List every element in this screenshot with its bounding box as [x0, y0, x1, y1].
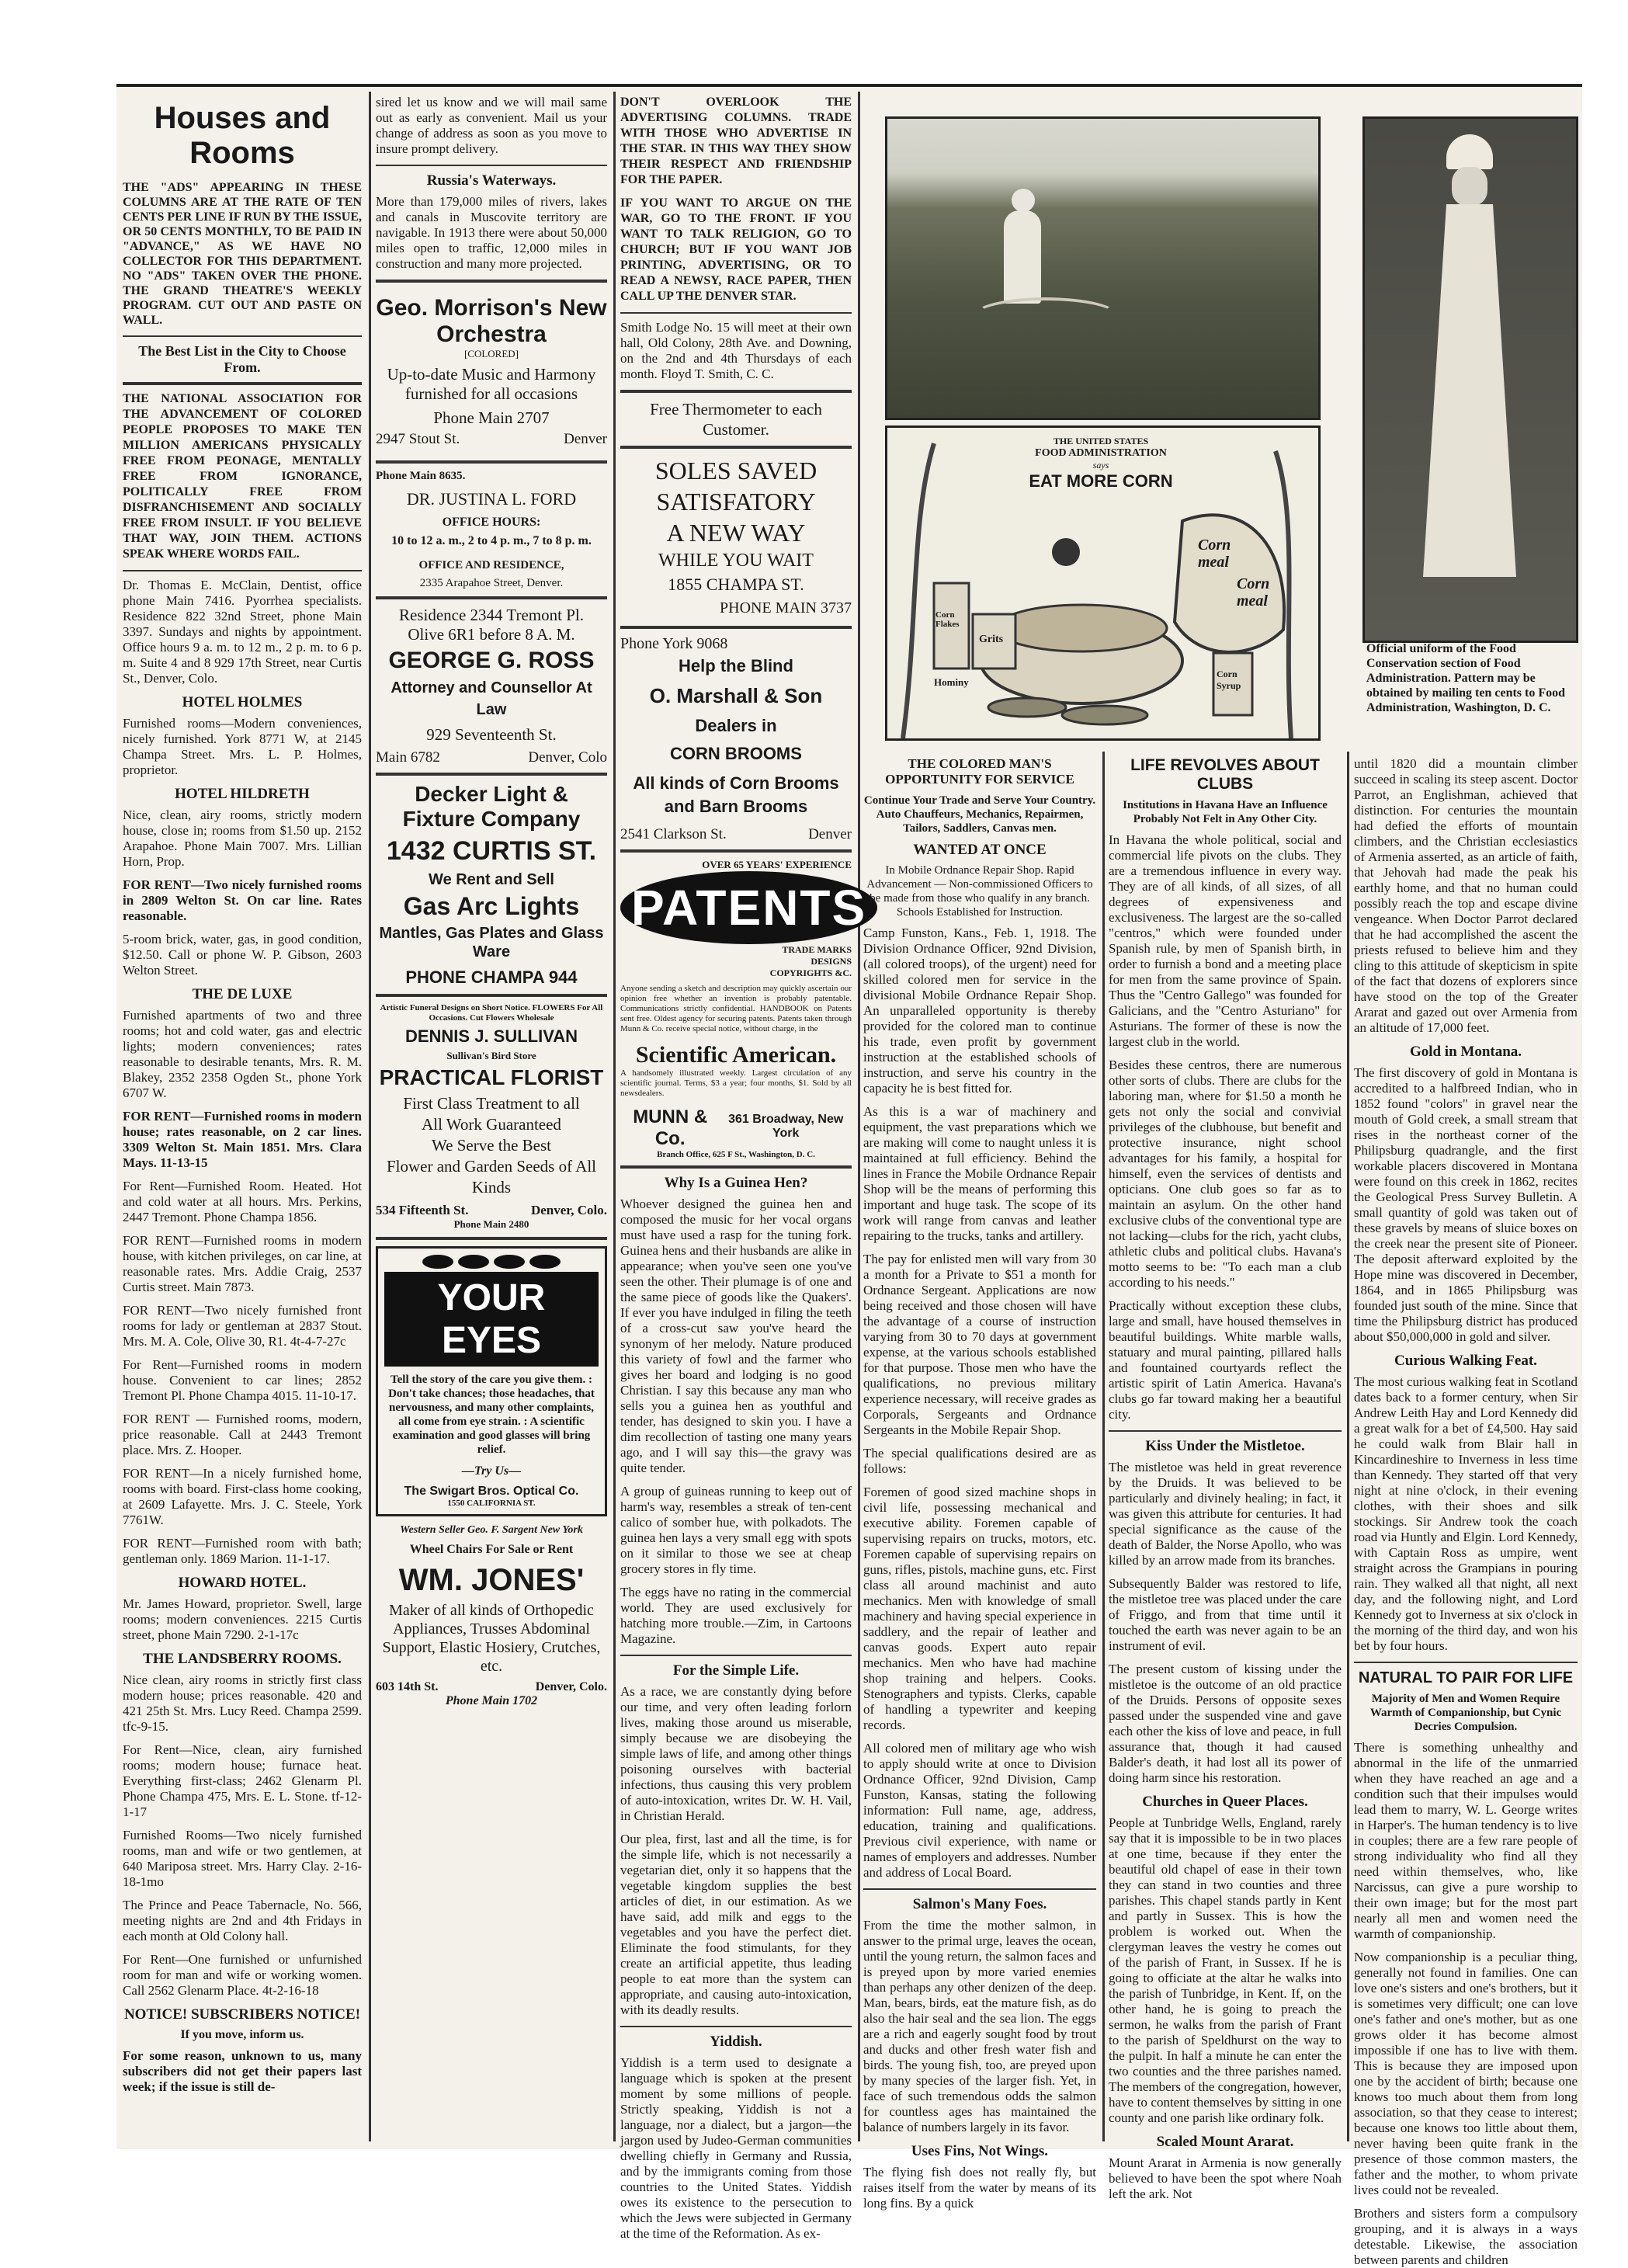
ad-residence-heading: OFFICE AND RESIDENCE, [418, 559, 564, 571]
column-5 [1109, 756, 1342, 2201]
ad-tremont: For Rent—Furnished rooms in modern house. Convenient to car lines; 2852 Tremont Pl. Phone Champa 4015. 11-10-17. [123, 1357, 362, 1403]
ad-george-ross [376, 606, 607, 766]
column-rule [369, 92, 371, 2141]
ad-phone: PHONE CHAMPA 944 [405, 967, 578, 987]
ad-phone-row [620, 596, 852, 620]
article-heading: Salmon's Many Foes. [912, 1896, 1047, 1912]
subscribers-continued: sired let us know and we will mail same out as early as convenient. Mail us your change of address as soon as you move to insure prompt delivery. [376, 95, 607, 156]
article-paragraph: Besides these centros, there are numerous other sorts of clubs. There are clubs for the laboring man, where for $1.50 a month he gets not only the social and convivial privileges of the clubhouse, but benefit and protective insurance, night school advantages for his family, a hospital for himself, even the services of dentists and opticians. One club goes so far as to maintain an asylum. On the other hand exclusive clubs of the conventional type are not lacking—clubs for the rich, yacht clubs, athletic clubs and political clubs. Havana's motto seems to be: "To each man a club according to his needs." [1109, 1058, 1342, 1290]
subscribers-subheading: If you move, inform us. [180, 2028, 304, 2041]
ad-line: First Class Treatment to all [403, 1094, 580, 1113]
article-paragraph: The special qualifications desired are as follows: [863, 1446, 1096, 1476]
divider [620, 2026, 852, 2027]
divider [123, 335, 362, 337]
ad-note: [COLORED] [463, 348, 519, 359]
ad-phone: Phone York 9068 [620, 635, 728, 652]
ad-welton: FOR RENT—Two nicely furnished rooms in 2809 Welton St. On car line. Rates reasonable. [123, 877, 362, 923]
ad-soles-saved [620, 455, 852, 620]
ad-body: Maker of all kinds of Orthopedic Appliances, Trusses Abdominal Support, Elastic Hosiery, Crutches, etc. [382, 1602, 601, 1675]
ad-line: WHILE YOU WAIT [658, 551, 814, 571]
ad-city: Denver [808, 826, 852, 842]
ad-olive: Olive 6R1 before 8 A. M. [408, 625, 575, 644]
ad-deluxe: Furnished apartments of two and three rooms; hot and cold water, gas and electric lights; modern conveniences; rates reasonable to desirable tenants, Mrs. R. M. Blakey, 2352 2358 Ogden St., phone York 6707 W. [123, 1008, 362, 1100]
overlook-notice: DON'T OVERLOOK THE ADVERTISING COLUMNS. TRADE WITH THOSE WHO ADVERTISE IN THE STAR. IN THIS WAY THEY SHOW THEIR RESPECT AND FRIENDSHIP FOR THE PAPER. [620, 96, 852, 186]
poster-slogan: EAT MORE CORN [1029, 471, 1173, 491]
column-ads-2 [376, 95, 607, 2145]
article-heading: Scaled Mount Ararat. [1156, 2134, 1294, 2150]
russia-article: More than 179,000 miles of rivers, lakes and canals in Muscovite territory are navigable. In 1913 there were about 50,000 miles open to traffic, 12,000 miles in construction and many more projected. [376, 194, 607, 271]
divider [123, 382, 362, 385]
ad-address: 2541 Clarkson St. [620, 826, 727, 842]
ad-city: Denver, Colo. [530, 1203, 607, 1217]
argue-notice: IF YOU WANT TO ARGUE ON THE WAR, GO TO THE FRONT. IF YOU WANT TO TALK RELIGION, GO TO CHURCH; BUT IF YOU WANT JOB PRINTING, ADVERTISING, OR TO READ A NEWSY, RACE PAPER, THEN CALL UP THE DENVER STAR. [620, 196, 852, 303]
ad-holmes: Furnished rooms—Modern conveniences, nicely furnished. York 8771 W, at 2145 Champa Street. Mrs. L. P. Holmes, proprietor. [123, 716, 362, 777]
column-4 [863, 756, 1096, 2211]
ad-name: DR. JUSTINA L. FORD [406, 489, 577, 509]
ad-sullivan-florist [376, 1003, 607, 1231]
article-subheading: Continue Your Trade and Serve Your Country. Auto Chauffeurs, Mechanics, Repairmen, Tailors, Saddlers, Canvas men. [863, 794, 1096, 835]
article-paragraph: All colored men of military age who wish to apply should write at once to Division Ordnance Officer, 92nd Division, Camp Funston, Kansas, stating the following information: Full name, age, address, education, training and qualifications. Previous civil experience, with name or names of employers and addresses. Number and address of Local Board. [863, 1741, 1096, 1880]
article-paragraph: Whoever designed the guinea hen and composed the music for her vocal organs must have used a rasp for the tuning fork. Guinea hens and their husbands are alike in appearance; when you've seen one you've seen the other. Their plumage is of one and the same piece of goods like the Quakers'. If ever you have indulged in filing the teeth of a cross-cut saw you've heard the synonym of her melody. Nature produced this variety of fowl and the farmer who gives her board and lodging is no good Christian. I say this because any man who sells you a guinea hen as youthful and tender, has designed to skin you. I have a dim recollection of tasting one many years ago, and I will say this—the gravy was quite tender. [620, 1197, 852, 1475]
ad-note: Western Seller Geo. F. Sargent New York [400, 1524, 583, 1536]
naacp-notice: THE NATIONAL ASSOCIATION FOR THE ADVANCEMENT OF COLORED PEOPLE PROPOSES TO MAKE TEN MILLION AMERICANS PHYSICALLY FREE FROM PEONAGE, MENTALLY FREE FROM IGNORANCE, POLITICALLY FREE FROM DISFRANCHISEMENT AND SOCIALLY FREE FROM INSULT. IF YOU BELIEVE THAT WAY, JOIN THEM. ACTIONS SPEAK WHERE WORDS FAIL. [123, 392, 362, 561]
food-conservation-uniform-photo [1362, 116, 1578, 643]
divider [620, 446, 852, 449]
article-heading: For the Simple Life. [672, 1662, 800, 1679]
ad-craig: FOR RENT—Furnished rooms in modern house, with kitchen privileges, on car line, at reasonable rates. Mrs. Addie Craig, 2537 Curtis street. Main 7873. [123, 1233, 362, 1294]
ad-body: Tell the story of the care you give them. : Don't take chances; those headaches, that nervousness, and many other complaints, all come from eye strain. : A scientific examination and good glasses will bring relief. [388, 1374, 595, 1456]
ad-title: YOUR EYES [384, 1272, 599, 1367]
article-heading: Yiddish. [710, 2034, 762, 2050]
newspaper-page [116, 84, 1582, 2267]
ad-city: Denver [564, 431, 607, 447]
column-6 [1354, 756, 1578, 2267]
ad-phone: Phone Main 2480 [453, 1218, 529, 1230]
article-paragraph: The present custom of kissing under the mistletoe is the outcome of an old practice of the Druids. Persons of opposite sexes passed under the suspended vine and gave each other the kiss of love and peace, in full assurance that, though it had caused Balder's death, it had lost all its power of doing harm since his restoration. [1109, 1662, 1342, 1785]
eat-more-corn-poster [885, 425, 1321, 741]
ad-title: Attorney and Counsellor At Law [391, 679, 592, 718]
ad-phone: Main 6782 [376, 749, 440, 766]
ad-cole: FOR RENT—Two nicely furnished front rooms for lady or gentleman at 2837 Stout. Mrs. M. A. Cole, Olive 30, R1. 4t-4-7-27c [123, 1303, 362, 1349]
ad-address: 1855 CHAMPA ST. [668, 575, 804, 594]
ad-line: All kinds of Corn Brooms and Barn Brooms [633, 773, 839, 816]
ad-marshall [620, 635, 852, 843]
ad-howard: Mr. James Howard, proprietor. Swell, large rooms; modern conveniences. 2215 Curtis street, phone Main 7290. 2-1-17c [123, 1596, 362, 1642]
ad-firm: The Swigart Bros. Optical Co. [404, 1485, 579, 1498]
divider [1109, 1430, 1342, 1432]
ad-address-row [376, 1203, 607, 1218]
article-paragraph: Camp Funston, Kans., Feb. 1, 1918. The Division Ordnance Officer, 92nd Division, (all colored troops), of the urgent) need for skilled colored men for service in the divisional Mobile Ordnance Repair Shop. An unparalleled opportunity is thereby provided for the colored man to continue his trade, even profit by government instruction at the established schools of instruction, and serve his country in the capacity he is best fitted for. [863, 926, 1096, 1096]
ad-address: 2947 Stout St. [376, 431, 460, 447]
thermometer-ad: Free Thermometer to each Customer. [650, 400, 822, 439]
poster-banner [1004, 436, 1198, 491]
ad-address: 361 Broadway, New York [728, 1113, 844, 1140]
best-list-heading: The Best List in the City to Choose From. [138, 343, 346, 375]
article-paragraph: The most curious walking feat in Scotland dates back to a former century, when Sir Andrew Leith Hay and Lord Kennedy did a great walk for a bet of £4,500. Hay said he could walk from Blair hall in Kincardineshire to Inverness in less time than Kennedy. They started off that very night at nine o'clock, in their evening clothes, with their shoes and silk stockings. Sir Andrew took the coach road via Huntly and Elgin. Lord Kennedy, with Captain Ross as umpire, went straight across the Grampians in pouring rain. They walked all that night, all next day, and the following night, and Lord Kennedy got to Inverness at six o'clock in the morning of the third day, and won his bet by four hours. [1354, 1374, 1578, 1653]
poster-line: says [1092, 460, 1109, 471]
article-paragraph: Practically without exception these clubs, large and small, have housed themselves in beautiful buildings. White marble walls, statuary and mural painting, pillared halls and fountained courtyards reflect the artistic spirit of Latin America. Havana's clubs go far toward making her a beautiful city. [1109, 1298, 1342, 1422]
column-rule [1347, 752, 1349, 2141]
ad-phone: Phone Main 2707 [433, 408, 550, 427]
ad-address-row [376, 1680, 607, 1694]
poster-line: THE UNITED STATES [1053, 436, 1149, 446]
article-paragraph: From the time the mother salmon, in answer to the primal urge, leaves the ocean, until the young return, the salmon faces and is preyed upon by more varied enemies than perhaps any other denizen of the deep. Man, bears, birds, eat the mature fish, as do also the hair seal and the sea lion. The eggs are a rich and eagerly sought food by trout and ducks and other fresh water fish and birds. The young fish, too, are preyed upon by many species of the larger fish. Yet, in face of such tremendous odds the salmon for countless ages has maintained the balance of numbers largely in its favor. [863, 1918, 1096, 2134]
ad-address-row [376, 431, 607, 448]
ad-body: A handsomely illustrated weekly. Largest circulation of any scientific journal. Terms, $3 a year; four months, $1. Sold by all newsdealers. [620, 1068, 852, 1098]
ad-line: Flower and Garden Seeds of All Kinds [386, 1157, 597, 1197]
column-rule [1102, 752, 1105, 2141]
ad-city: Denver, Colo [528, 749, 607, 766]
woman-in-garden-photo [885, 116, 1321, 420]
ad-hildreth: Nice, clean, airy rooms, strictly modern house, close in; rooms from $1.50 up. 2152 Arapahoe. Phone Main 7007. Mrs. Lillian Horn, Prop. [123, 808, 362, 869]
article-paragraph: Mount Ararat in Armenia is now generally believed to have been the spot where Noah left the ark. Not [1109, 2155, 1342, 2201]
ad-line: Wheel Chairs For Sale or Rent [409, 1543, 574, 1556]
ad-firm: MUNN & Co. [633, 1106, 708, 1149]
divider [620, 1165, 852, 1169]
ad-name: DENNIS J. SULLIVAN [404, 1026, 578, 1046]
ad-try: —Try Us— [461, 1464, 522, 1478]
divider [376, 994, 607, 997]
article-paragraph: Our plea, first, last and all the time, is for the simple life, which is not necessarily a vegetarian diet, only it so happens that the vegetable kingdom supplies the best articles of diet, in our estimation. As we have said, add milk and eggs to the vegetables and you have the perfect diet. Eliminate the food stimulants, for they create an artificial appetite, thus leading people to eat more than the system can appropriate, and causing auto-intoxication, with its deadly results. [620, 1832, 852, 2017]
article-paragraph: The first discovery of gold in Montana is accredited to a halfbreed Indian, who in 1852 found "colors" in gravel near the mouth of Gold creek, a small stream that rises in the northeast corner of the Philipsburg quadrangle, and the first workable placers discovered in Montana were found on this creek in 1862, recites the Geological Press Survey Bulletin. A small quantity of gold was taken out of these gravels by means of sluice boxes on the creek near the present site of Pioneer. The deposit afterward exploited by the Hope mine was discovered in December, 1864, and in 1865 Philipsburg was founded just south of the mine. Since that time the Philipsburg district has produced about $50,000,000 in gold and silver. [1354, 1065, 1578, 1344]
ad-note: OVER 65 YEARS' EXPERIENCE [702, 859, 852, 870]
ad-name: Scientific American. [635, 1042, 837, 1068]
ad-body: Anyone sending a sketch and description may quickly ascertain our opinion free whether an invention is probably patentable. Communications strictly confidential. HANDBOOK on Patents sent free. Oldest agency for securing patents. Patents taken through Munn & Co. receive special notice, without charge, in the [620, 984, 852, 1033]
divider [376, 596, 607, 599]
ad-hours: 10 to 12 a. m., 2 to 4 p. m., 7 to 8 p. m. [391, 534, 592, 547]
subscribers-notice: For some reason, unknown to us, many subscribers did not get their papers last week; if the issue is still de- [123, 2048, 362, 2094]
article-paragraph: In Havana the whole political, social and commercial life pivots on the clubs. They are a tremendous influence in every way. They are of all kinds, of all sizes, of all degrees of expensiveness and exclusiveness. The largest are the so-called "centros," which were founded under Spanish rule, by men of Spanish birth, in order to furnish a bond and a meeting place for men from the same province of Spain. Thus the "Centro Gallego" was founded for Galicians, and the "Centro Asturiano" for Asturians. The former of these is now the largest club in the world. [1109, 832, 1342, 1049]
eye-icon [384, 1255, 599, 1269]
ad-heading: THE LANDSBERRY ROOMS. [143, 1651, 342, 1667]
ad-munn-row [620, 1106, 852, 1150]
ad-line: Gas Arc Lights [403, 892, 580, 920]
divider [620, 849, 852, 853]
ad-mays: FOR RENT—Furnished rooms in modern house; rates reasonable, on 2 car lines. 3309 Welton St. Main 1851. Mrs. Clara Mays. 11-13-15 [123, 1109, 362, 1170]
article-heading: LIFE REVOLVES ABOUT CLUBS [1130, 756, 1320, 793]
article-paragraph: Brothers and sisters form a compulsory grouping, and it is always in a ways detestable. Likewise, the association between parents and children [1354, 2206, 1578, 2267]
ad-address: 1432 CURTIS ST. [386, 836, 597, 866]
divider [123, 570, 362, 571]
article-paragraph: Subsequently Balder was restored to life, the mistletoe tree was placed under the care of Friggo, and from that time until it touched the earth was never again to be an instrument of evil. [1109, 1576, 1342, 1653]
article-heading: Kiss Under the Mistletoe. [1145, 1438, 1305, 1454]
ad-hooper: FOR RENT — Furnished rooms, modern, price reasonable. Call at 2443 Tremont place. Mrs. Z. Hooper. [123, 1412, 362, 1457]
jar-label: Corn Flakes [935, 610, 960, 629]
divider [620, 1655, 852, 1656]
ad-address: 534 Fifteenth St. [376, 1203, 469, 1217]
ad-line: All Work Guaranteed [422, 1115, 561, 1134]
column-houses-and-rooms [123, 95, 362, 2145]
russia-heading: Russia's Waterways. [426, 172, 557, 189]
ad-note: Artistic Funeral Designs on Short Notice. FLOWERS For All Occasions. Cut Flowers Wholesale [380, 1003, 603, 1023]
ad-landsberry: Nice clean, airy rooms in strictly first class modern house; prices reasonable. 420 and 421 25th St. Mrs. Lucy Reed. Champa 2599. tfc-9-15. [123, 1672, 362, 1734]
ad-address: Branch Office, 625 F St., Washington, D. C. [657, 1150, 815, 1159]
article-heading: Uses Fins, Not Wings. [911, 2143, 1049, 2159]
divider [376, 460, 607, 464]
ad-line: Help the Blind [679, 656, 793, 676]
divider [376, 280, 607, 283]
article-heading: WANTED AT ONCE [913, 842, 1047, 858]
article-heading: Why Is a Guinea Hen? [664, 1175, 808, 1191]
ad-line: We Rent and Sell [429, 871, 554, 888]
article-heading: Gold in Montana. [1409, 1044, 1522, 1060]
ad-note: TRADE MARKS DESIGNS COPYRIGHTS &C. [769, 944, 852, 978]
ad-wm-jones [376, 1524, 607, 1708]
ad-address: 929 Seventeenth St. [426, 725, 557, 744]
divider [1354, 1662, 1578, 1663]
ad-name: Geo. Morrison's New Orchestra [376, 295, 607, 347]
ad-address-row [620, 826, 852, 843]
bag-label: Corn meal [1237, 575, 1270, 610]
ad-residence: Residence 2344 Tremont Pl. [398, 606, 584, 624]
ad-city: Denver, Colo. [535, 1680, 607, 1693]
ad-stone: For Rent—Nice, clean, airy furnished rooms; modern house; furnace heat. Everything first-class; 2462 Glenarm Pl. Phone Champa 475, Mrs. E. L. Stone. tf-12-1-17 [123, 1742, 362, 1819]
article-paragraph: The mistletoe was held in great reverence by the Druids. It was believed to be particularly and divinely healing; in fact, it was given this attribute for centuries. It had special significance as the cause of the death of Balder, the Norse Apollo, who was killed by an arrow made from its branches. [1109, 1460, 1342, 1568]
ad-line: A NEW WAY [666, 519, 806, 547]
article-heading: Curious Walking Feat. [1394, 1353, 1537, 1369]
ad-mcclain: Dr. Thomas E. McClain, Dentist, office phone Main 7416. Pyorrhea specialists. Residence 822 32nd Street, phone Main 3397. Sundays and nights by appointment. Office hours 9 a. m. to 12 m., 2 p. m. to 6 p. m. Suite 4 and 8 929 17th Street, near Curtis St., Denver, Colo. [123, 578, 362, 686]
column-3 [620, 95, 867, 2241]
article-paragraph: Now companionship is a peculiar thing, generally not found in families. One can love one's sisters and one's brothers, but it is sometimes very difficult; one can love one's father and one's mother, but as one grows older it has become almost impossible if one has to live with them. This is because they are imposed upon one by the accident of birth; because one knows too much about them from long association, so that they cease to interest; because one knows too little about them, never having been quite frank in the presence of those common masters, the father and the mother, to whom private lives could not be revealed. [1354, 1950, 1578, 2197]
column-rule [858, 92, 860, 2141]
ad-bath: FOR RENT—Furnished room with bath; gentleman only. 1869 Marion. 11-1-17. [123, 1536, 362, 1566]
bag-label: Corn meal [1198, 537, 1231, 571]
ads-notice: THE "ADS" APPEARING IN THESE COLUMNS ARE AT THE RATE OF TEN CENTS PER LINE IF RUN BY THE ISSUE, OR 50 CENTS MONTHLY, TO BE PAID IN "ADVANCE," AS WE HAVE NO COLLECTOR FOR THIS DEPARTMENT. NO "ADS" TAKEN OVER THE PHONE. THE GRAND THEATRE'S WEEKLY PROGRAM. CUT OUT AND PASTE ON WALL. [123, 181, 362, 327]
ad-heading: THE DE LUXE [192, 986, 293, 1002]
ad-line: We Serve the Best [431, 1136, 551, 1155]
article-paragraph: There is something unhealthy and abnormal in the life of the unmarried when they have reached an age and a condition such that their impulses would lead them to marry, W. L. George writes in Harper's. The human tendency is to live in couples; there are a few rare people of strong individuality who find all they need within themselves, who, like Narcissus, can give a pure worship to their own image; but for the most part nearly all men and women need the warmth of companionship. [1354, 1740, 1578, 1941]
ad-phone: Phone Main 1702 [445, 1694, 538, 1707]
article-paragraph: Foremen of good sized machine shops in civil life, possessing mechanical and executive ability. Foremen capable of supervising repairs on trucks, motors, etc. Foremen capable of supervising repairs on guns, rifles, pistols, machine guns, etc. First class all around machinist and auto mechanics. Men with knowledge of small machinery and having special experience in saddlery, and the repair of leather and canvas goods. Expert auto repair mechanics. Men who have had machine shop training and helpers. Cooks. Stenographers and typists. Clerks, capable of handling a typewriter and keeping records. [863, 1485, 1096, 1732]
article-paragraph: The flying fish does not really fly, but raises itself from the water by means of its long fins. By a quick [863, 2165, 1096, 2211]
divider [863, 1888, 1096, 1890]
ad-name: WM. JONES' [398, 1563, 585, 1597]
article-paragraph: Yiddish is a term used to designate a language which is spoken at the present moment by some millions of people. Strictly speaking, Yiddish is not a language, nor a dialect, but a jargon—the jargon used by Judeo-German communities dwelling chiefly in Germany and Russia, and by the immigrants coming from those countries to the United States. Yiddish owes its existence to the persecution to which the Jews were subjected in Germany at the time of the Reformation. As ex- [620, 2055, 852, 2241]
uniform-caption: Official uniform of the Food Conservation section of Food Administration. Pattern may be obtained by mailing ten cents to Food Administration, Washington, D. C. [1366, 642, 1566, 714]
jar-label: Grits [979, 634, 1004, 645]
ad-steele: FOR RENT—In a nicely furnished home, rooms with board. First-class home cooking, at 2609 Lafayette. Mrs. J. C. Steele, York 7761W. [123, 1466, 362, 1527]
ad-perkins: For Rent—Furnished Room. Heated. Hot and cold water at all hours. Mrs. Perkins, 2447 Tremont. Phone Champa 1856. [123, 1179, 362, 1224]
ad-line: SATISFATORY [656, 488, 816, 516]
subscribers-heading: NOTICE! SUBSCRIBERS NOTICE! [123, 2006, 361, 2023]
ad-address: 1550 CALIFORNIA ST. [447, 1499, 536, 1508]
article-subheading: Institutions in Havana Have an Influence Probably Not Felt in Any Other City. [1123, 799, 1328, 825]
ad-gibson: 5-room brick, water, gas, in good condition, $12.50. Call or phone W. P. Gibson, 2603 Welton Street. [123, 932, 362, 978]
ad-line: PRACTICAL FLORIST [379, 1065, 604, 1089]
ad-decker-light [376, 782, 607, 988]
divider [376, 165, 607, 166]
ad-line: SOLES SAVED [654, 457, 817, 485]
column-rule [613, 92, 616, 2141]
ad-residence: 2335 Arapahoe Street, Denver. [419, 577, 564, 589]
divider [620, 390, 852, 393]
article-paragraph: until 1820 did a mountain climber succeed in scaling its steep ascent. Doctor Parrot, an Englishman, achieved that distinction. For centuries the mountain had defied the efforts of mountain climbers, and the Christian ecclesiastics of Armenia asserted, as an article of faith, that Jehovah had made the peak his earthly home, and that no human could possibly reach the top and escape divine vengeance. When Doctor Parrot declared that he had accomplished the ascent the priests refused to believe him and they cling to this attitude of skepticism in spite of the fact that dozens of explorers since have stood on the top of the Greater Ararat and gazed out over Armenia from an altitude of 17,000 feet. [1354, 756, 1578, 1035]
can-label: Corn Syrup [1217, 669, 1241, 691]
article-paragraph: The eggs have no rating in the commercial world. They are used exclusively for hatching more trouble.—Zim, in Cartoons Magazine. [620, 1585, 852, 1646]
ad-dr-ford [376, 470, 607, 590]
ad-heading: HOWARD HOTEL. [178, 1575, 307, 1591]
ad-line: Mantles, Gas Plates and Glass Ware [379, 925, 604, 960]
ad-glenarm: For Rent—One furnished or unfurnished room for man and wife or working women. Call 2562 Glenarm Place. 4t-2-16-18 [123, 1952, 362, 1998]
ad-clay: Furnished Rooms—Two nicely furnished rooms, man and wife or two gentlemen, at 640 Mariposa street. Mrs. Harry Clay. 2-16-18-1mo [123, 1828, 362, 1889]
article-paragraph: A group of guineas running to keep out of harm's way, resembles a streak of ten-cent calico of somber hue, with polkadots. The guinea hen lays a very small egg with spots on it similar to those we see at cheap grocery stores in fly time. [620, 1484, 852, 1576]
article-subheading: In Mobile Ordnance Repair Shop. Rapid Advancement — Non-commissioned Officers to be made from those who qualify in any branch. Schools Established for Instruction. [866, 864, 1093, 919]
article-heading: NATURAL TO PAIR FOR LIFE [1358, 1669, 1574, 1686]
ad-your-eyes [376, 1246, 607, 1516]
ad-phone-number: 3737 [821, 599, 852, 616]
ad-tabernacle: The Prince and Peace Tabernacle, No. 566, meeting nights are 2nd and 4th Fridays in each month at Old Colony hall. [123, 1898, 362, 1943]
jar-label: Hominy [934, 676, 969, 688]
ad-line: Dealers in [695, 716, 777, 735]
article-heading: THE COLORED MAN'S OPPORTUNITY FOR SERVICE [885, 756, 1074, 787]
article-paragraph: As a race, we are constantly dying before our time, and very often leading forlorn lives, making those around us miserable, simply because we are disobeying the simple laws of life, and among other things poisoning ourselves with bacterial infections, thus causing this very problem of auto-intoxication, writes Dr. W. H. Vail, in Christian Herald. [620, 1684, 852, 1823]
divider [620, 312, 852, 314]
ad-line: CORN BROOMS [670, 744, 802, 763]
article-paragraph: People at Tunbridge Wells, England, rarely say that it is impossible to be in two places at one time, because if they enter the beautiful old chapel of ease in their town they can stand in two counties and three parishes. This chapel stands partly in Kent and partly in Sussex. This is how the problem is worked out. When the clergyman leaves the vestry he comes out of the parish of Frant, in Sussex. If he is going to officiate at the altar he walks into the parish of Tunbridge, in Kent. If, on the other hand, he is going to preach the sermon, he walks from the parish of Frant to the parish of Speldhurst on the way to the pulpit. In half a minute he can enter the two counties and the three parishes named. The members of the congregation, however, have to content themselves by sitting in one county and one parish like ordinary folk. [1109, 1815, 1342, 2125]
ad-heading: HOTEL HOLMES [182, 694, 303, 710]
article-paragraph: The pay for enlisted men will vary from 30 a month for a Private to $51 a month for Ordnance Sergeant. Applications are now being received and those chosen will have the advantage of a course of instruction varying from 30 to 70 days at government expense, at the various schools established for that purpose. Those men who have the qualifications, no previous military experience necessary, will receive grades as Corporals, Sergeants and Ordnance Sergeants in the Mobile Repair Shop. [863, 1252, 1096, 1437]
ad-hours-heading: OFFICE HOURS: [442, 516, 541, 529]
top-rule [116, 84, 1582, 87]
ad-address-row [376, 749, 607, 766]
ad-name: O. Marshall & Son [649, 684, 823, 707]
ad-name: GEORGE G. ROSS [388, 648, 595, 673]
ad-body: Up-to-date Music and Harmony furnished for all occasions [387, 365, 596, 403]
ad-phone: PHONE MAIN [720, 599, 817, 616]
ad-title: PATENTS [620, 871, 877, 944]
lodge-notice: Smith Lodge No. 15 will meet at their own hall, Old Colony, 28th Ave. and Downing, on the 2nd and 4th Thursdays of each month. Floyd T. Smith, C. C. [620, 320, 852, 381]
divider [620, 626, 852, 629]
article-paragraph: As this is a war of machinery and equipment, the vast preparations which we are making will come to naught unless it is maintained at full efficiency. Behind the lines in France the Mobile Ordnance Repair Shop will be the means of performing this important and huge task. The scope of its work will range from canvas and leather repairing to the trucks, tanks and artillery. [863, 1104, 1096, 1243]
article-heading: Churches in Queer Places. [1142, 1794, 1308, 1810]
poster-line: FOOD ADMINISTRATION [1035, 447, 1167, 459]
ad-phone: Phone Main 8635. [376, 470, 466, 482]
ad-heading: HOTEL HILDRETH [175, 786, 310, 802]
divider [376, 1237, 607, 1240]
ad-morrison-orchestra [376, 289, 607, 454]
section-title: Houses and Rooms [154, 101, 331, 170]
article-subheading: Majority of Men and Women Require Warmth of Companionship, but Cynic Decries Compulsion. [1369, 1693, 1562, 1733]
ad-patents [620, 859, 867, 1159]
ad-name: Decker Light & Fixture Company [402, 782, 581, 831]
divider [376, 773, 607, 776]
ad-store: Sullivan's Bird Store [446, 1050, 536, 1061]
ad-address: 603 14th St. [376, 1680, 439, 1693]
